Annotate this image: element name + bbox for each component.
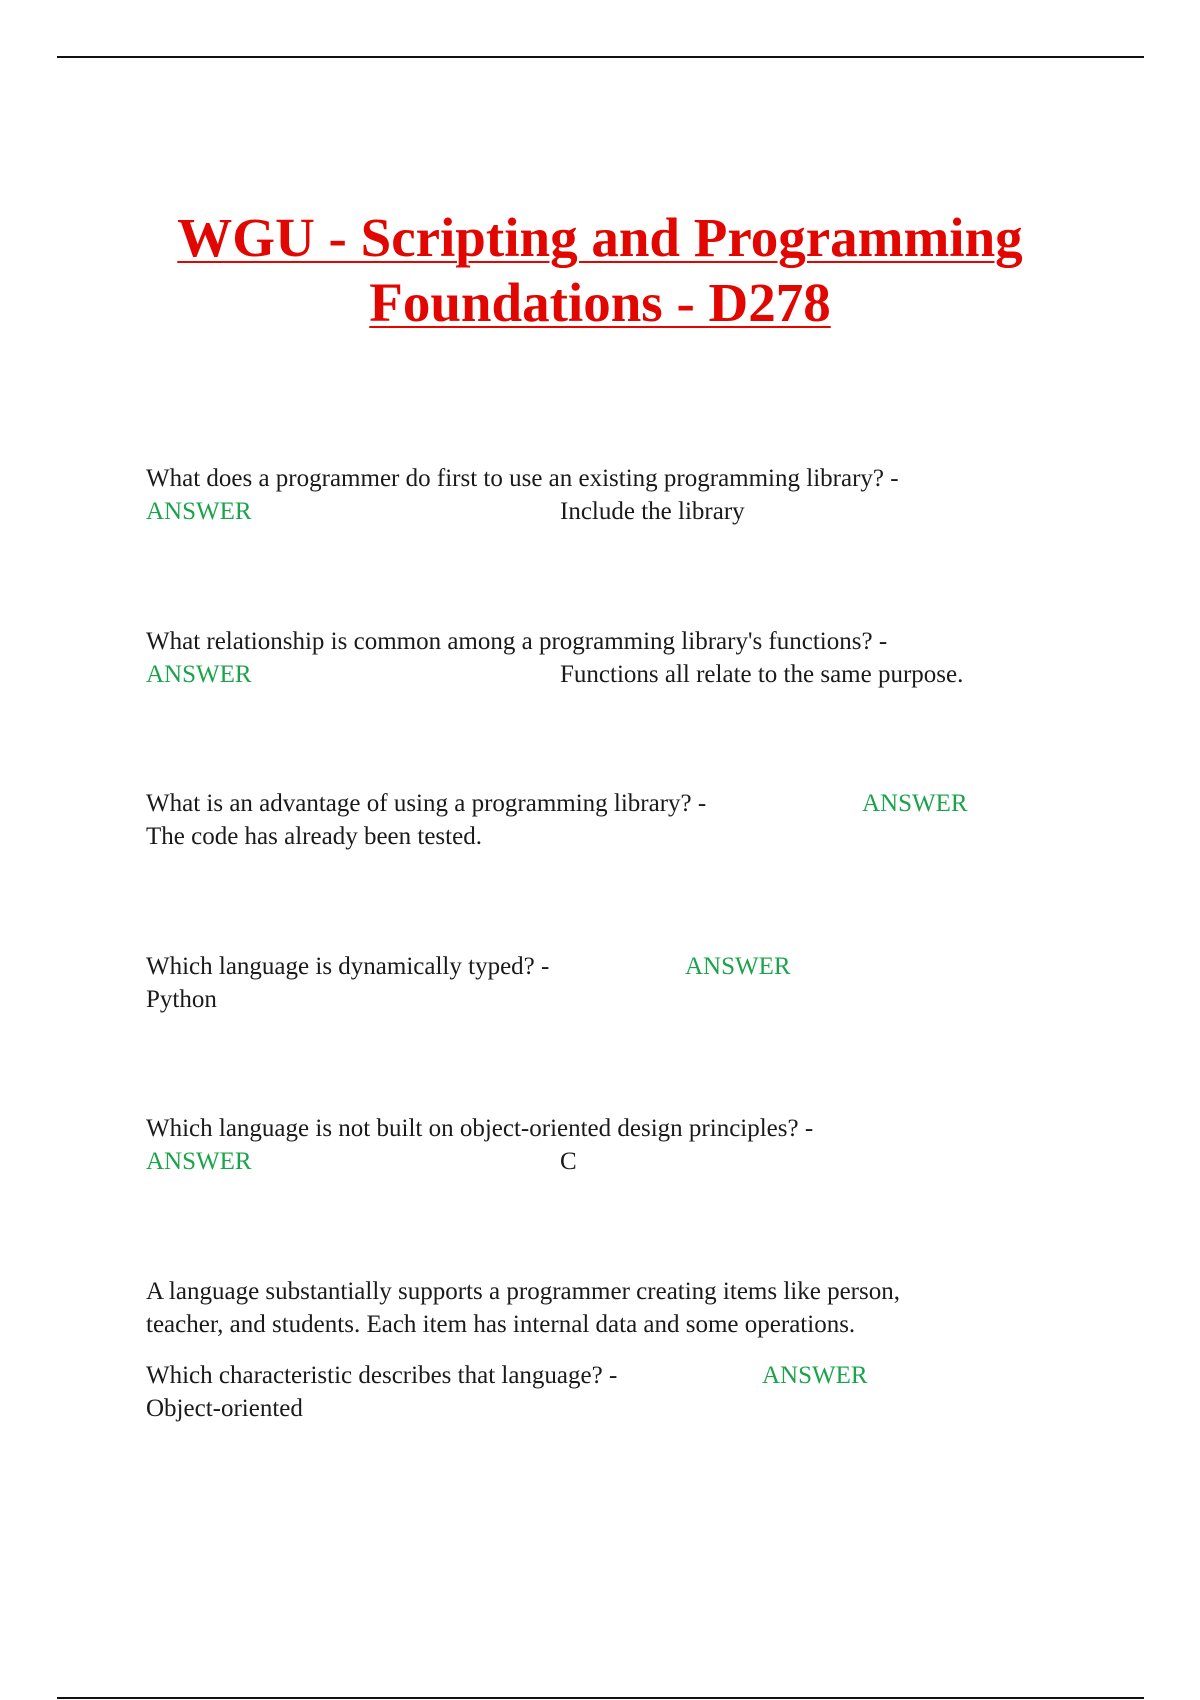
answer-text: Functions all relate to the same purpose. [560, 661, 964, 688]
document-title [0, 205, 1200, 335]
qa-item-5 [146, 1112, 1046, 1178]
qa-item-3 [146, 787, 1046, 853]
question-text: What does a programmer do first to use an existing programming library? - [146, 465, 899, 492]
qa-item-6 [146, 1275, 1046, 1425]
question-line [146, 787, 1046, 820]
question-line [146, 950, 1046, 983]
question-text-line-1: A language substantially supports a programmer creating items like person, [146, 1278, 900, 1305]
answer-text: Python [146, 986, 217, 1013]
answer-line [146, 658, 1046, 691]
top-rule [57, 56, 1144, 58]
answer-label: ANSWER [146, 661, 252, 688]
qa-item-4 [146, 950, 1046, 1016]
answer-text: The code has already been tested. [146, 823, 482, 850]
title-line-1: WGU - Scripting and Programming [177, 207, 1023, 268]
answer-line [146, 1145, 1046, 1178]
paragraph-gap [146, 1341, 1046, 1359]
question-text: Which language is dynamically typed? - [146, 953, 550, 980]
question-line-3 [146, 1359, 1046, 1392]
answer-label: ANSWER [862, 790, 968, 817]
answer-text: Include the library [560, 498, 745, 525]
answer-text: Object-oriented [146, 1395, 303, 1422]
qa-item-2 [146, 625, 1046, 691]
answer-label: ANSWER [685, 953, 791, 980]
question-text-line-2: teacher, and students. Each item has internal data and some operations. [146, 1311, 856, 1338]
title-line-2: Foundations - D278 [369, 272, 831, 333]
answer-label: ANSWER [146, 498, 252, 525]
answer-label: ANSWER [762, 1362, 868, 1389]
question-text: What relationship is common among a programming library's functions? - [146, 628, 888, 655]
answer-label: ANSWER [146, 1148, 252, 1175]
answer-line [146, 495, 1046, 528]
answer-text: C [560, 1148, 577, 1175]
bottom-rule [57, 1697, 1144, 1699]
question-text: What is an advantage of using a programming library? - [146, 790, 707, 817]
question-text-line-3: Which characteristic describes that language? - [146, 1362, 618, 1389]
question-text: Which language is not built on object-oriented design principles? - [146, 1115, 814, 1142]
qa-item-1 [146, 462, 1046, 528]
